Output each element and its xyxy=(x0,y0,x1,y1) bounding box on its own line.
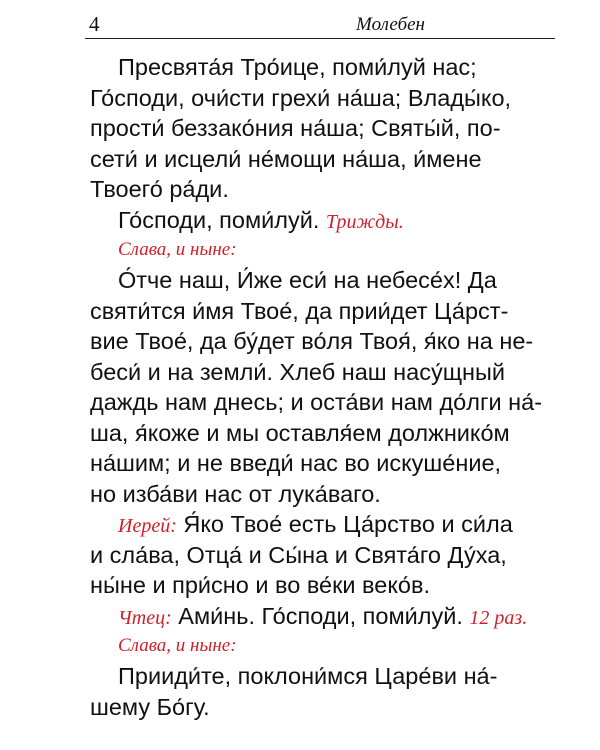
text-line: Прииди́те, поклони́мся Царе́ви на́- xyxy=(118,663,498,689)
rubric-priest: Иерей: xyxy=(118,515,177,537)
rubric-reader: Чтец: xyxy=(118,606,172,629)
text-line: но изба́ви нас от лука́ваго. xyxy=(90,480,381,507)
text-line: шему Бо́гу. xyxy=(90,693,210,720)
text-line: Твоего́ ра́ди. xyxy=(90,176,229,202)
rubric-glory: Слава, и ныне: xyxy=(118,635,237,656)
text-line: на́шим; и не введи́ нас во искуше́ние, xyxy=(90,450,502,476)
text-line: вие Твое́, да бу́дет во́ля Твоя́, я́ко на не- xyxy=(90,328,534,354)
rubric-glory: Слава, и ныне: xyxy=(118,239,237,260)
text-line: О́тче наш, И́же еси́ на небесе́х! Да xyxy=(118,267,497,293)
page-number: 4 xyxy=(89,12,100,36)
text-line: ша, я́коже и мы оставля́ем должнико́м xyxy=(90,419,510,446)
kyrie-text: Го́споди, поми́луй. xyxy=(118,206,320,233)
text-line: Пресвята́я Тро́ице, поми́луй нас; xyxy=(118,54,477,80)
prayer-text xyxy=(90,52,548,722)
text-line: Го́споди, очи́сти грехи́ на́ша; Влады́ко, xyxy=(90,84,512,111)
reader-text: Ами́нь. Го́споди, поми́луй. xyxy=(178,602,463,629)
kyrie-line xyxy=(118,205,548,236)
text-line: даждь нам днесь; и оста́ви нам до́лги на́- xyxy=(90,389,543,415)
rubric-thrice: Трижды. xyxy=(325,210,404,233)
reader-line xyxy=(118,601,548,632)
page-header xyxy=(85,8,555,39)
text-line: сети́ и исцели́ не́мощи на́ша, и́мене xyxy=(90,145,482,172)
text-line: ны́не и при́сно и во ве́ки веко́в. xyxy=(90,572,430,598)
priest-text: Я́ко Твое́ есть Ца́рство и си́ла xyxy=(183,511,513,537)
text-line: беси́ и на земли́. Хлеб наш насу́щный xyxy=(90,358,506,385)
text-line: и сла́ва, Отца́ и Сы́на и Свята́го Ду́ха, xyxy=(90,541,507,568)
rubric-count: 12 раз. xyxy=(469,606,528,629)
running-title: Молебен xyxy=(356,14,425,35)
text-line: прости́ беззако́ния на́ша; Святы́й, по- xyxy=(90,115,501,141)
text-line: святи́тся и́мя Твое́, да прии́дет Ца́рст- xyxy=(90,297,509,324)
priest-line xyxy=(118,509,548,540)
